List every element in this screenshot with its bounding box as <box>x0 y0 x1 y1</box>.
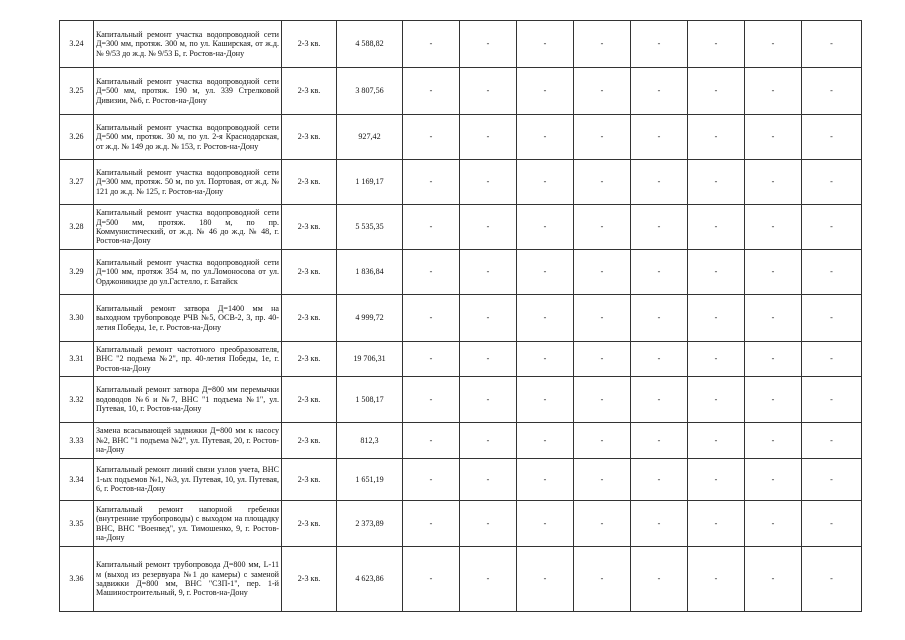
row-value: - <box>517 68 574 115</box>
row-value: - <box>403 115 460 160</box>
row-value: - <box>460 342 517 377</box>
row-value: - <box>631 459 688 501</box>
row-value: - <box>574 501 631 547</box>
row-value: - <box>802 21 862 68</box>
row-description: Капитальный ремонт участка водопроводной сети Д=300 мм, протяж. 50 м, по ул. Портовая, от ж.д. № 121 до ж.д. № 125, г. Ростов-на-Дону <box>94 160 282 205</box>
row-value: - <box>631 115 688 160</box>
row-value: - <box>517 342 574 377</box>
row-period: 2-3 кв. <box>282 68 337 115</box>
row-value: - <box>460 160 517 205</box>
row-value: - <box>688 501 745 547</box>
row-value: - <box>631 160 688 205</box>
row-number: 3.25 <box>60 68 94 115</box>
table-row <box>60 68 862 115</box>
row-value: - <box>745 501 802 547</box>
row-value: - <box>403 342 460 377</box>
row-value: - <box>460 250 517 295</box>
row-value: - <box>460 423 517 459</box>
row-value: - <box>403 459 460 501</box>
row-value: - <box>631 205 688 250</box>
row-value: - <box>517 501 574 547</box>
row-value: - <box>802 423 862 459</box>
row-value: - <box>574 205 631 250</box>
row-period: 2-3 кв. <box>282 342 337 377</box>
row-value: - <box>574 250 631 295</box>
table-row <box>60 21 862 68</box>
row-value: - <box>688 459 745 501</box>
table-row <box>60 342 862 377</box>
row-value: - <box>631 377 688 423</box>
row-value: - <box>574 423 631 459</box>
row-description: Капитальный ремонт напорной гребенки (внутренние трубопроводы) с выходом на площадку ВНС, ВНС "Военвед", ул. Тимошенко, 9, г. Ростов-на-Дону <box>94 501 282 547</box>
table-row <box>60 115 862 160</box>
row-value: - <box>574 342 631 377</box>
row-value: - <box>688 21 745 68</box>
row-value: - <box>517 547 574 612</box>
row-value: - <box>631 21 688 68</box>
row-value: - <box>688 205 745 250</box>
row-value: - <box>688 547 745 612</box>
row-number: 3.34 <box>60 459 94 501</box>
row-value: - <box>460 295 517 342</box>
row-value: - <box>745 423 802 459</box>
row-description: Замена всасывающей задвижки Д=800 мм к насосу №2, ВНС "1 подъема №2", ул. Путевая, 20, г. Ростов-на-Дону <box>94 423 282 459</box>
row-value: - <box>517 250 574 295</box>
row-period: 2-3 кв. <box>282 501 337 547</box>
row-description: Капитальный ремонт участка водопроводной сети Д=100 мм, протяж 354 м, по ул.Ломоносова от ул. Орджоникидзе до ул.Гастелло, г. Батайск <box>94 250 282 295</box>
row-value: - <box>631 547 688 612</box>
row-period: 2-3 кв. <box>282 423 337 459</box>
row-value: - <box>574 295 631 342</box>
row-amount: 4 999,72 <box>337 295 403 342</box>
row-value: - <box>574 459 631 501</box>
row-number: 3.26 <box>60 115 94 160</box>
investment-program-table <box>59 20 862 612</box>
row-value: - <box>574 21 631 68</box>
row-value: - <box>460 377 517 423</box>
table-row <box>60 459 862 501</box>
row-description: Капитальный ремонт трубопровода Д=800 мм, L-11 м (выход из резервуара №1 до камеры) с заменой задвижки Д=800 мм, ВНС "СЗП-1", пер. 1-й Машиностроительный, 9, г. Ростов-на-Дону <box>94 547 282 612</box>
row-value: - <box>517 115 574 160</box>
row-value: - <box>688 250 745 295</box>
row-value: - <box>802 160 862 205</box>
row-value: - <box>688 115 745 160</box>
row-value: - <box>745 547 802 612</box>
row-number: 3.27 <box>60 160 94 205</box>
row-amount: 5 535,35 <box>337 205 403 250</box>
row-value: - <box>802 501 862 547</box>
row-value: - <box>517 160 574 205</box>
row-value: - <box>460 21 517 68</box>
row-amount: 927,42 <box>337 115 403 160</box>
row-value: - <box>802 68 862 115</box>
row-number: 3.31 <box>60 342 94 377</box>
row-value: - <box>517 423 574 459</box>
row-number: 3.33 <box>60 423 94 459</box>
row-value: - <box>574 547 631 612</box>
row-amount: 3 807,56 <box>337 68 403 115</box>
row-description: Капитальный ремонт линий связи узлов учета, ВНС 1-ых подъемов №1, №3, ул. Путевая, 10, ул. Путевая, 6, г. Ростов-на-Дону <box>94 459 282 501</box>
row-value: - <box>802 547 862 612</box>
row-description: Капитальный ремонт участка водопроводной сети Д=500 мм, протяж. 180 м, по пр. Коммунистический, от ж.д. № 46 до ж.д. № 48, г. Ростов-на-Дону <box>94 205 282 250</box>
row-value: - <box>688 68 745 115</box>
row-amount: 812,3 <box>337 423 403 459</box>
row-value: - <box>631 250 688 295</box>
table-row <box>60 501 862 547</box>
row-period: 2-3 кв. <box>282 160 337 205</box>
row-value: - <box>631 295 688 342</box>
table-body <box>60 21 862 612</box>
row-value: - <box>517 295 574 342</box>
row-value: - <box>631 68 688 115</box>
row-description: Капитальный ремонт участка водопроводной сети Д=300 мм, протяж. 300 м, по ул. Каширская, от ж.д. № 9/53 до ж.д. № 9/53 Б, г. Ростов-на-Дону <box>94 21 282 68</box>
row-amount: 1 836,84 <box>337 250 403 295</box>
table-row <box>60 160 862 205</box>
row-value: - <box>688 342 745 377</box>
row-value: - <box>745 115 802 160</box>
table-row <box>60 423 862 459</box>
row-description: Капитальный ремонт частотного преобразователя, ВНС "2 подъема №2", пр. 40-летия Победы, 1е, г. Ростов-на-Дону <box>94 342 282 377</box>
table-row <box>60 547 862 612</box>
row-value: - <box>745 342 802 377</box>
row-value: - <box>745 205 802 250</box>
row-value: - <box>688 160 745 205</box>
row-value: - <box>403 295 460 342</box>
row-period: 2-3 кв. <box>282 115 337 160</box>
row-value: - <box>403 21 460 68</box>
row-description: Капитальный ремонт затвора Д=800 мм перемычки водоводов №6 и №7, ВНС "1 подъема №1", ул. Путевая, 10, г. Ростов-на-Дону <box>94 377 282 423</box>
row-value: - <box>802 377 862 423</box>
row-description: Капитальный ремонт участка водопроводной сети Д=500 мм, протяж. 190 м, ул. 339 Стрелковой Дивизии, №6, г. Ростов-на-Дону <box>94 68 282 115</box>
row-value: - <box>745 377 802 423</box>
row-amount: 4 623,86 <box>337 547 403 612</box>
row-value: - <box>460 459 517 501</box>
row-amount: 1 169,17 <box>337 160 403 205</box>
row-number: 3.32 <box>60 377 94 423</box>
row-value: - <box>631 501 688 547</box>
row-value: - <box>802 115 862 160</box>
row-value: - <box>745 295 802 342</box>
row-value: - <box>574 377 631 423</box>
row-value: - <box>745 459 802 501</box>
row-value: - <box>403 547 460 612</box>
row-value: - <box>403 501 460 547</box>
row-value: - <box>802 342 862 377</box>
row-number: 3.36 <box>60 547 94 612</box>
row-value: - <box>688 423 745 459</box>
row-value: - <box>574 160 631 205</box>
row-amount: 4 588,82 <box>337 21 403 68</box>
row-value: - <box>460 205 517 250</box>
row-value: - <box>574 115 631 160</box>
row-value: - <box>517 205 574 250</box>
row-value: - <box>802 459 862 501</box>
row-period: 2-3 кв. <box>282 295 337 342</box>
row-value: - <box>745 68 802 115</box>
row-value: - <box>460 501 517 547</box>
row-value: - <box>403 250 460 295</box>
row-value: - <box>745 21 802 68</box>
row-value: - <box>460 547 517 612</box>
row-value: - <box>403 160 460 205</box>
row-period: 2-3 кв. <box>282 250 337 295</box>
row-value: - <box>460 115 517 160</box>
row-value: - <box>517 459 574 501</box>
row-period: 2-3 кв. <box>282 459 337 501</box>
row-value: - <box>802 205 862 250</box>
row-value: - <box>574 68 631 115</box>
row-value: - <box>688 377 745 423</box>
row-description: Капитальный ремонт затвора Д=1400 мм на выходном трубопроводе РЧВ №5, ОСВ-2, 3, пр. 40-летия Победы, 1е, г. Ростов-на-Дону <box>94 295 282 342</box>
row-value: - <box>403 68 460 115</box>
row-amount: 1 508,17 <box>337 377 403 423</box>
row-number: 3.28 <box>60 205 94 250</box>
row-amount: 2 373,89 <box>337 501 403 547</box>
row-amount: 19 706,31 <box>337 342 403 377</box>
row-period: 2-3 кв. <box>282 21 337 68</box>
row-description: Капитальный ремонт участка водопроводной сети Д=500 мм, протяж. 30 м, по ул. 2-я Краснодарская, от ж.д. № 149 до ж.д. № 153, г. Ростов-на-Дону <box>94 115 282 160</box>
row-value: - <box>403 423 460 459</box>
row-value: - <box>745 250 802 295</box>
row-value: - <box>631 423 688 459</box>
row-value: - <box>631 342 688 377</box>
row-period: 2-3 кв. <box>282 547 337 612</box>
table-row <box>60 377 862 423</box>
row-value: - <box>517 377 574 423</box>
row-value: - <box>688 295 745 342</box>
row-number: 3.24 <box>60 21 94 68</box>
row-value: - <box>802 250 862 295</box>
row-period: 2-3 кв. <box>282 205 337 250</box>
row-period: 2-3 кв. <box>282 377 337 423</box>
table-row <box>60 295 862 342</box>
row-value: - <box>403 205 460 250</box>
row-value: - <box>403 377 460 423</box>
row-number: 3.30 <box>60 295 94 342</box>
row-number: 3.29 <box>60 250 94 295</box>
table-row <box>60 205 862 250</box>
row-value: - <box>460 68 517 115</box>
row-number: 3.35 <box>60 501 94 547</box>
row-value: - <box>517 21 574 68</box>
row-value: - <box>745 160 802 205</box>
row-amount: 1 651,19 <box>337 459 403 501</box>
row-value: - <box>802 295 862 342</box>
table-row <box>60 250 862 295</box>
